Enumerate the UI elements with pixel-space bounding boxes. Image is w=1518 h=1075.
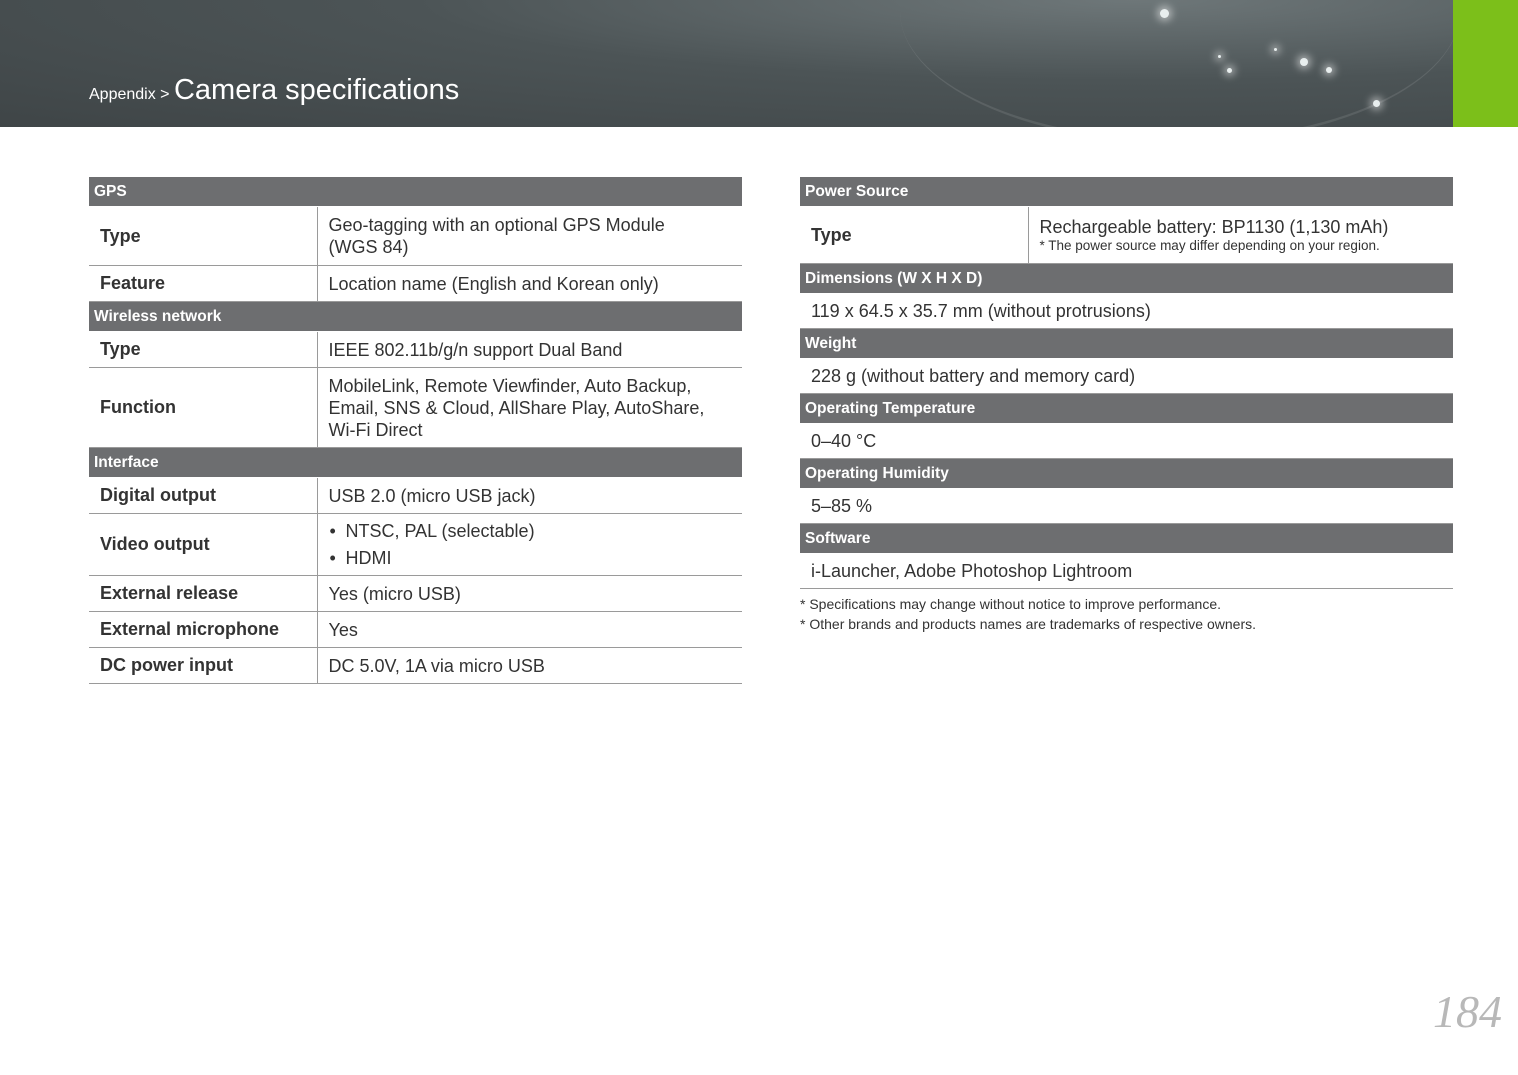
spec-label: Type (800, 207, 1028, 264)
spec-value: 0–40 °C (800, 424, 1453, 459)
breadcrumb-parent: Appendix > (89, 86, 170, 103)
section-title: Power Source (800, 177, 1453, 207)
section-header-power (800, 177, 1453, 207)
footnote: * Other brands and products names are trademarks of respective owners. (800, 616, 1256, 632)
spec-row (89, 368, 742, 448)
spec-row (89, 266, 742, 302)
section-title: Interface (89, 448, 742, 478)
sparkle-decoration (1274, 48, 1277, 51)
section-header-gps (89, 177, 742, 207)
value-line: Wi-Fi Direct (328, 419, 423, 440)
spec-value: Location name (English and Korean only) (317, 266, 742, 302)
footnote: * Specifications may change without notice to improve performance. (800, 596, 1221, 612)
spec-label: Feature (89, 266, 317, 302)
bullet-list (329, 518, 743, 572)
page-title: Camera specifications (173, 74, 460, 106)
spec-value: Yes (micro USB) (317, 576, 742, 612)
value-line: Rechargeable battery: BP1130 (1,130 mAh) (1039, 217, 1389, 237)
spec-row (800, 489, 1453, 524)
value-line: (WGS 84) (328, 237, 409, 257)
sparkle-decoration (1326, 67, 1332, 73)
right-spec-table (800, 177, 1453, 589)
spec-row (89, 576, 742, 612)
spec-row (800, 554, 1453, 589)
section-title: Software (800, 524, 1453, 554)
footnotes (800, 594, 1256, 634)
section-header-interface (89, 448, 742, 478)
spec-label: External microphone (89, 612, 317, 648)
spec-row (89, 612, 742, 648)
section-title: Wireless network (89, 302, 742, 332)
page-header (0, 0, 1453, 127)
section-header-wireless (89, 302, 742, 332)
bullet-item: • NTSC, PAL (selectable) (346, 518, 743, 545)
spec-row (89, 332, 742, 368)
section-title: Weight (800, 329, 1453, 359)
section-title: GPS (89, 177, 742, 207)
section-title: Dimensions (W X H X D) (800, 264, 1453, 294)
value-line: Email, SNS & Cloud, AllShare Play, AutoShare, (328, 397, 705, 418)
spec-value: Yes (317, 612, 742, 648)
spec-label: DC power input (89, 648, 317, 684)
spec-row (800, 359, 1453, 394)
spec-value: USB 2.0 (micro USB jack) (317, 478, 742, 514)
spec-label: External release (89, 576, 317, 612)
spec-row (800, 294, 1453, 329)
header-swoosh-decoration (900, 0, 1453, 127)
spec-label: Digital output (89, 478, 317, 514)
spec-row (800, 207, 1453, 264)
section-header-temperature (800, 394, 1453, 424)
value-line: MobileLink, Remote Viewfinder, Auto Backup, (328, 375, 692, 396)
left-spec-table (89, 177, 742, 684)
sparkle-decoration (1160, 9, 1169, 18)
spec-value: 228 g (without battery and memory card) (800, 359, 1453, 394)
spec-value (1028, 207, 1453, 264)
spec-row (800, 424, 1453, 459)
sparkle-decoration (1300, 58, 1308, 66)
section-header-weight (800, 329, 1453, 359)
section-color-tab (1453, 0, 1518, 127)
section-header-software (800, 524, 1453, 554)
sparkle-decoration (1218, 55, 1221, 58)
spec-label: Video output (89, 514, 317, 576)
bullet-item: • HDMI (346, 545, 743, 572)
spec-value: IEEE 802.11b/g/n support Dual Band (317, 332, 742, 368)
page-number: 184 (1433, 986, 1502, 1037)
spec-value: DC 5.0V, 1A via micro USB (317, 648, 742, 684)
spec-value (317, 207, 742, 266)
power-note: * The power source may differ depending on your region. (1039, 238, 1380, 253)
spec-row (89, 648, 742, 684)
section-header-dimensions (800, 264, 1453, 294)
breadcrumb (89, 74, 459, 107)
section-title: Operating Humidity (800, 459, 1453, 489)
spec-label: Type (89, 207, 317, 266)
spec-row (89, 207, 742, 266)
spec-value (317, 514, 742, 576)
section-title: Operating Temperature (800, 394, 1453, 424)
sparkle-decoration (1373, 100, 1380, 107)
spec-value: 119 x 64.5 x 35.7 mm (without protrusions) (800, 294, 1453, 329)
spec-value (317, 368, 742, 448)
spec-label: Function (89, 368, 317, 448)
spec-value: i-Launcher, Adobe Photoshop Lightroom (800, 554, 1453, 589)
spec-row (89, 514, 742, 576)
section-header-humidity (800, 459, 1453, 489)
spec-value: 5–85 % (800, 489, 1453, 524)
spec-label: Type (89, 332, 317, 368)
sparkle-decoration (1227, 68, 1232, 73)
value-line: Geo-tagging with an optional GPS Module (328, 215, 665, 235)
spec-row (89, 478, 742, 514)
